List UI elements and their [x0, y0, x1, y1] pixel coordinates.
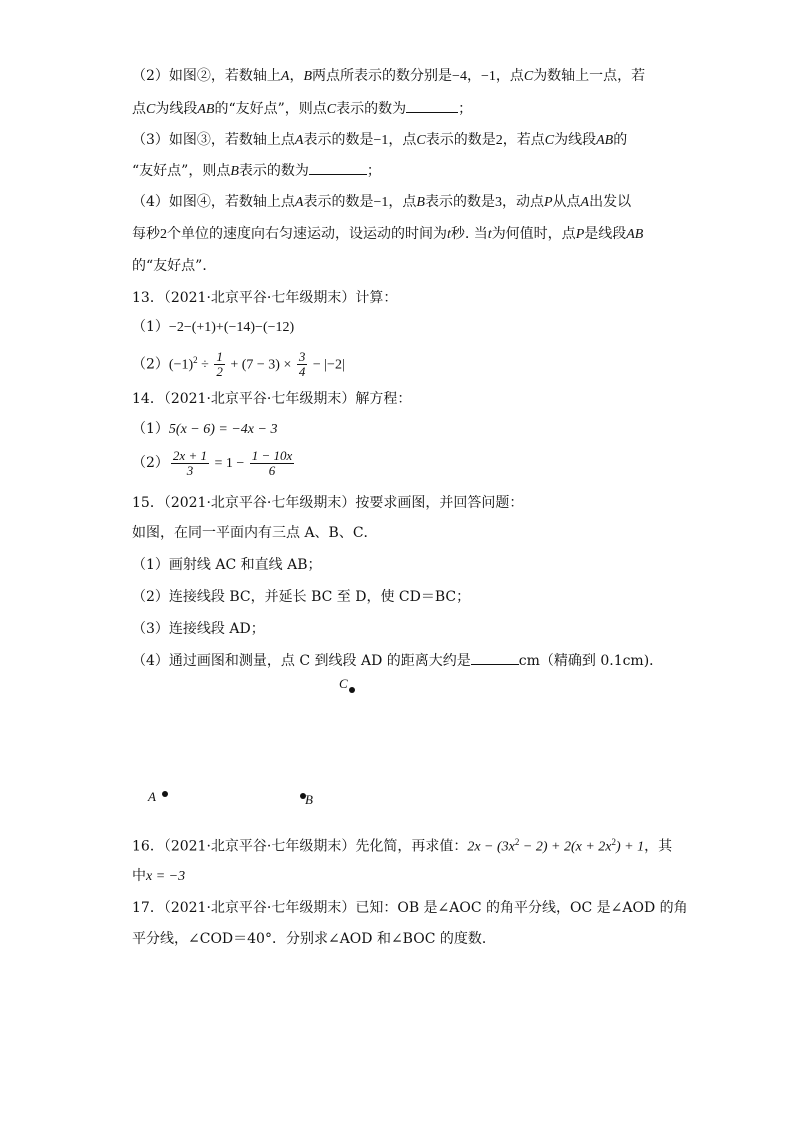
- var-t: t: [447, 227, 451, 242]
- q15-intro: [132, 523, 378, 543]
- q13-header: [132, 288, 397, 308]
- math-expression: (−1): [168, 357, 194, 373]
- var-a: A: [294, 195, 304, 210]
- part-label: （1）: [132, 421, 169, 437]
- answer-blank[interactable]: [406, 98, 458, 113]
- text: （4）如图④，若数轴上点: [132, 194, 295, 210]
- point-b-label: B: [305, 792, 313, 807]
- answer-blank[interactable]: [471, 650, 519, 665]
- var-c: C: [523, 69, 534, 84]
- q16-line2: [132, 866, 185, 887]
- value: −1: [373, 133, 389, 148]
- text: 个单位的速度向右匀速运动，设运动的时间为: [167, 226, 447, 242]
- var-t: t: [487, 227, 492, 242]
- fraction: [297, 350, 308, 379]
- numerator: 2x + 1: [172, 447, 207, 463]
- var-c: C: [146, 102, 156, 117]
- denominator: 3: [186, 462, 194, 478]
- value: −1: [373, 195, 389, 210]
- text: ，动点: [501, 194, 544, 210]
- var-p: P: [575, 227, 585, 242]
- text: 为线段: [155, 101, 198, 117]
- part-label: （2）: [132, 356, 169, 373]
- text: cm（精确到 0.1cm)．: [518, 653, 664, 669]
- text: ，点: [388, 194, 417, 210]
- exponent: 2: [514, 837, 520, 847]
- part-label: （2）: [132, 455, 169, 471]
- var-b: B: [230, 164, 239, 179]
- text: ，点: [388, 132, 417, 148]
- math-expression: x = −3: [146, 869, 186, 884]
- q15-header: [132, 493, 523, 513]
- q12-part4-line2: [132, 224, 643, 245]
- q14-part2: [132, 446, 296, 480]
- text: ；: [458, 101, 473, 117]
- var-a: A: [280, 69, 290, 84]
- text: 表示的数是: [425, 132, 496, 148]
- q16-line1: [132, 832, 672, 858]
- text: “友好点”，则点: [132, 163, 231, 179]
- var-a: A: [294, 133, 304, 148]
- text: 表示的数为: [336, 101, 407, 117]
- var-ab: AB: [596, 133, 614, 148]
- question-header: 13．（2021·北京平谷·七年级期末）计算：: [132, 290, 398, 306]
- text: 为线段: [554, 132, 597, 148]
- text: 是线段: [584, 226, 627, 242]
- text: （2）连接线段 BC，并延长 BC 至 D，使 CD＝BC；: [132, 589, 471, 605]
- text: 如图，在同一平面内有三点 A、B、C．: [132, 525, 378, 541]
- text: 的“友好点”．: [132, 258, 217, 274]
- q12-part2-line1: （2）如图②，若数轴上A，B两点所表示的数分别是−4，−1，点C为数轴上一点，若: [132, 68, 646, 84]
- fraction: [214, 350, 225, 379]
- q17-line2: [132, 929, 496, 949]
- text: 中: [132, 868, 146, 884]
- text: （3）如图③，若数轴上点: [132, 132, 295, 148]
- text: 秒. 当: [450, 226, 488, 242]
- exponent: 2: [193, 355, 198, 365]
- exponent: 2: [611, 837, 616, 847]
- q15-part1: [132, 555, 321, 575]
- text: 平分线，∠COD＝40°．分别求∠AOD 和∠BOC 的度数．: [132, 931, 496, 947]
- numerator: 1 − 10x: [251, 447, 293, 463]
- q12-part2-line2: [132, 98, 472, 120]
- var-b: B: [416, 195, 425, 210]
- value: 2: [495, 133, 503, 148]
- text: ，其: [644, 838, 673, 855]
- math-expression: + (7 − 3) ×: [226, 357, 295, 373]
- point-a-dot: [162, 791, 168, 797]
- q15-part2: [132, 587, 470, 607]
- q12-part4-line1: [132, 192, 631, 213]
- answer-blank[interactable]: [309, 160, 367, 175]
- question-header: 15．（2021·北京平谷·七年级期末）按要求画图，并回答问题：: [132, 495, 524, 511]
- text: ，若点: [502, 132, 545, 148]
- numerator: 1: [216, 349, 223, 365]
- text: 表示的数是: [303, 194, 374, 210]
- text: ；: [366, 163, 381, 179]
- var-a: A: [580, 195, 590, 210]
- math-expression: − 2) + 2(x + 2x: [519, 839, 612, 855]
- q15-part4: [132, 650, 663, 671]
- point-c-label: C: [339, 676, 348, 691]
- text: ，点: [495, 68, 524, 84]
- q12-part4-line3: [132, 256, 216, 276]
- text: 表示的数为: [238, 163, 309, 179]
- text: 的: [613, 132, 628, 148]
- part-label: （1）: [132, 319, 169, 335]
- math-expression: 2x − (3x: [467, 839, 515, 855]
- value: 2: [160, 227, 167, 242]
- var-c: C: [416, 133, 426, 148]
- fraction: [171, 449, 209, 478]
- point-c-dot: [349, 687, 355, 693]
- text: （2）如图②，若数轴上: [132, 68, 281, 84]
- text: 为何值时，点: [491, 226, 576, 242]
- q12-part3-line2: [132, 160, 381, 182]
- math-expression: − |−2|: [309, 357, 345, 373]
- text: （3）连接线段 AD；: [132, 621, 265, 637]
- point-a-label: A: [148, 789, 156, 804]
- var-ab: AB: [197, 102, 215, 117]
- fraction: [250, 449, 295, 478]
- denominator: 6: [268, 462, 276, 478]
- var-ab: AB: [626, 227, 644, 242]
- q13-part1: [132, 317, 294, 338]
- text: 表示的数是: [303, 132, 374, 148]
- text: 每秒: [132, 226, 160, 242]
- text: （4）通过画图和测量，点 C 到线段 AD 的距离大约是: [132, 653, 471, 669]
- text: 表示的数是: [424, 194, 495, 210]
- text: 的“友好点”，则点: [214, 101, 327, 117]
- question-header: 16．（2021·北京平谷·七年级期末）先化简，再求值：: [132, 838, 468, 855]
- math-expression: ) + 1: [615, 839, 645, 855]
- q12-part3-line1: [132, 130, 627, 151]
- values: −4，−1: [452, 69, 496, 84]
- question-header: 14．（2021·北京平谷·七年级期末）解方程：: [132, 391, 412, 407]
- var-p: P: [543, 195, 553, 210]
- denominator: 2: [216, 364, 223, 380]
- text: 从点: [552, 194, 581, 210]
- operator: ÷: [197, 357, 213, 373]
- math-expression: = 1 −: [210, 456, 248, 471]
- var-b: B: [303, 69, 313, 84]
- text: 两点所表示的数分别是: [312, 68, 453, 84]
- q14-part1: [132, 419, 277, 440]
- var-c: C: [326, 102, 337, 117]
- text: 点: [132, 101, 146, 117]
- text: （1）画射线 AC 和直线 AB；: [132, 557, 322, 573]
- denominator: 4: [298, 364, 306, 380]
- math-expression: 5(x − 6) = −4x − 3: [168, 422, 278, 437]
- numerator: 3: [298, 349, 306, 365]
- q17-line1: [132, 898, 688, 918]
- q13-part2: [132, 343, 345, 380]
- value: 3: [494, 195, 502, 210]
- text: 为数轴上一点，若: [533, 68, 646, 84]
- question-header: 17．（2021·北京平谷·七年级期末）已知：OB 是∠AOC 的角平分线，OC 是∠AOD 的角: [132, 900, 688, 916]
- q14-header: [132, 389, 411, 409]
- q15-part3: [132, 619, 265, 639]
- math-expression: −2−(+1)+(−14)−(−12): [168, 320, 295, 335]
- text: 出发以: [589, 194, 632, 210]
- var-c: C: [544, 133, 555, 148]
